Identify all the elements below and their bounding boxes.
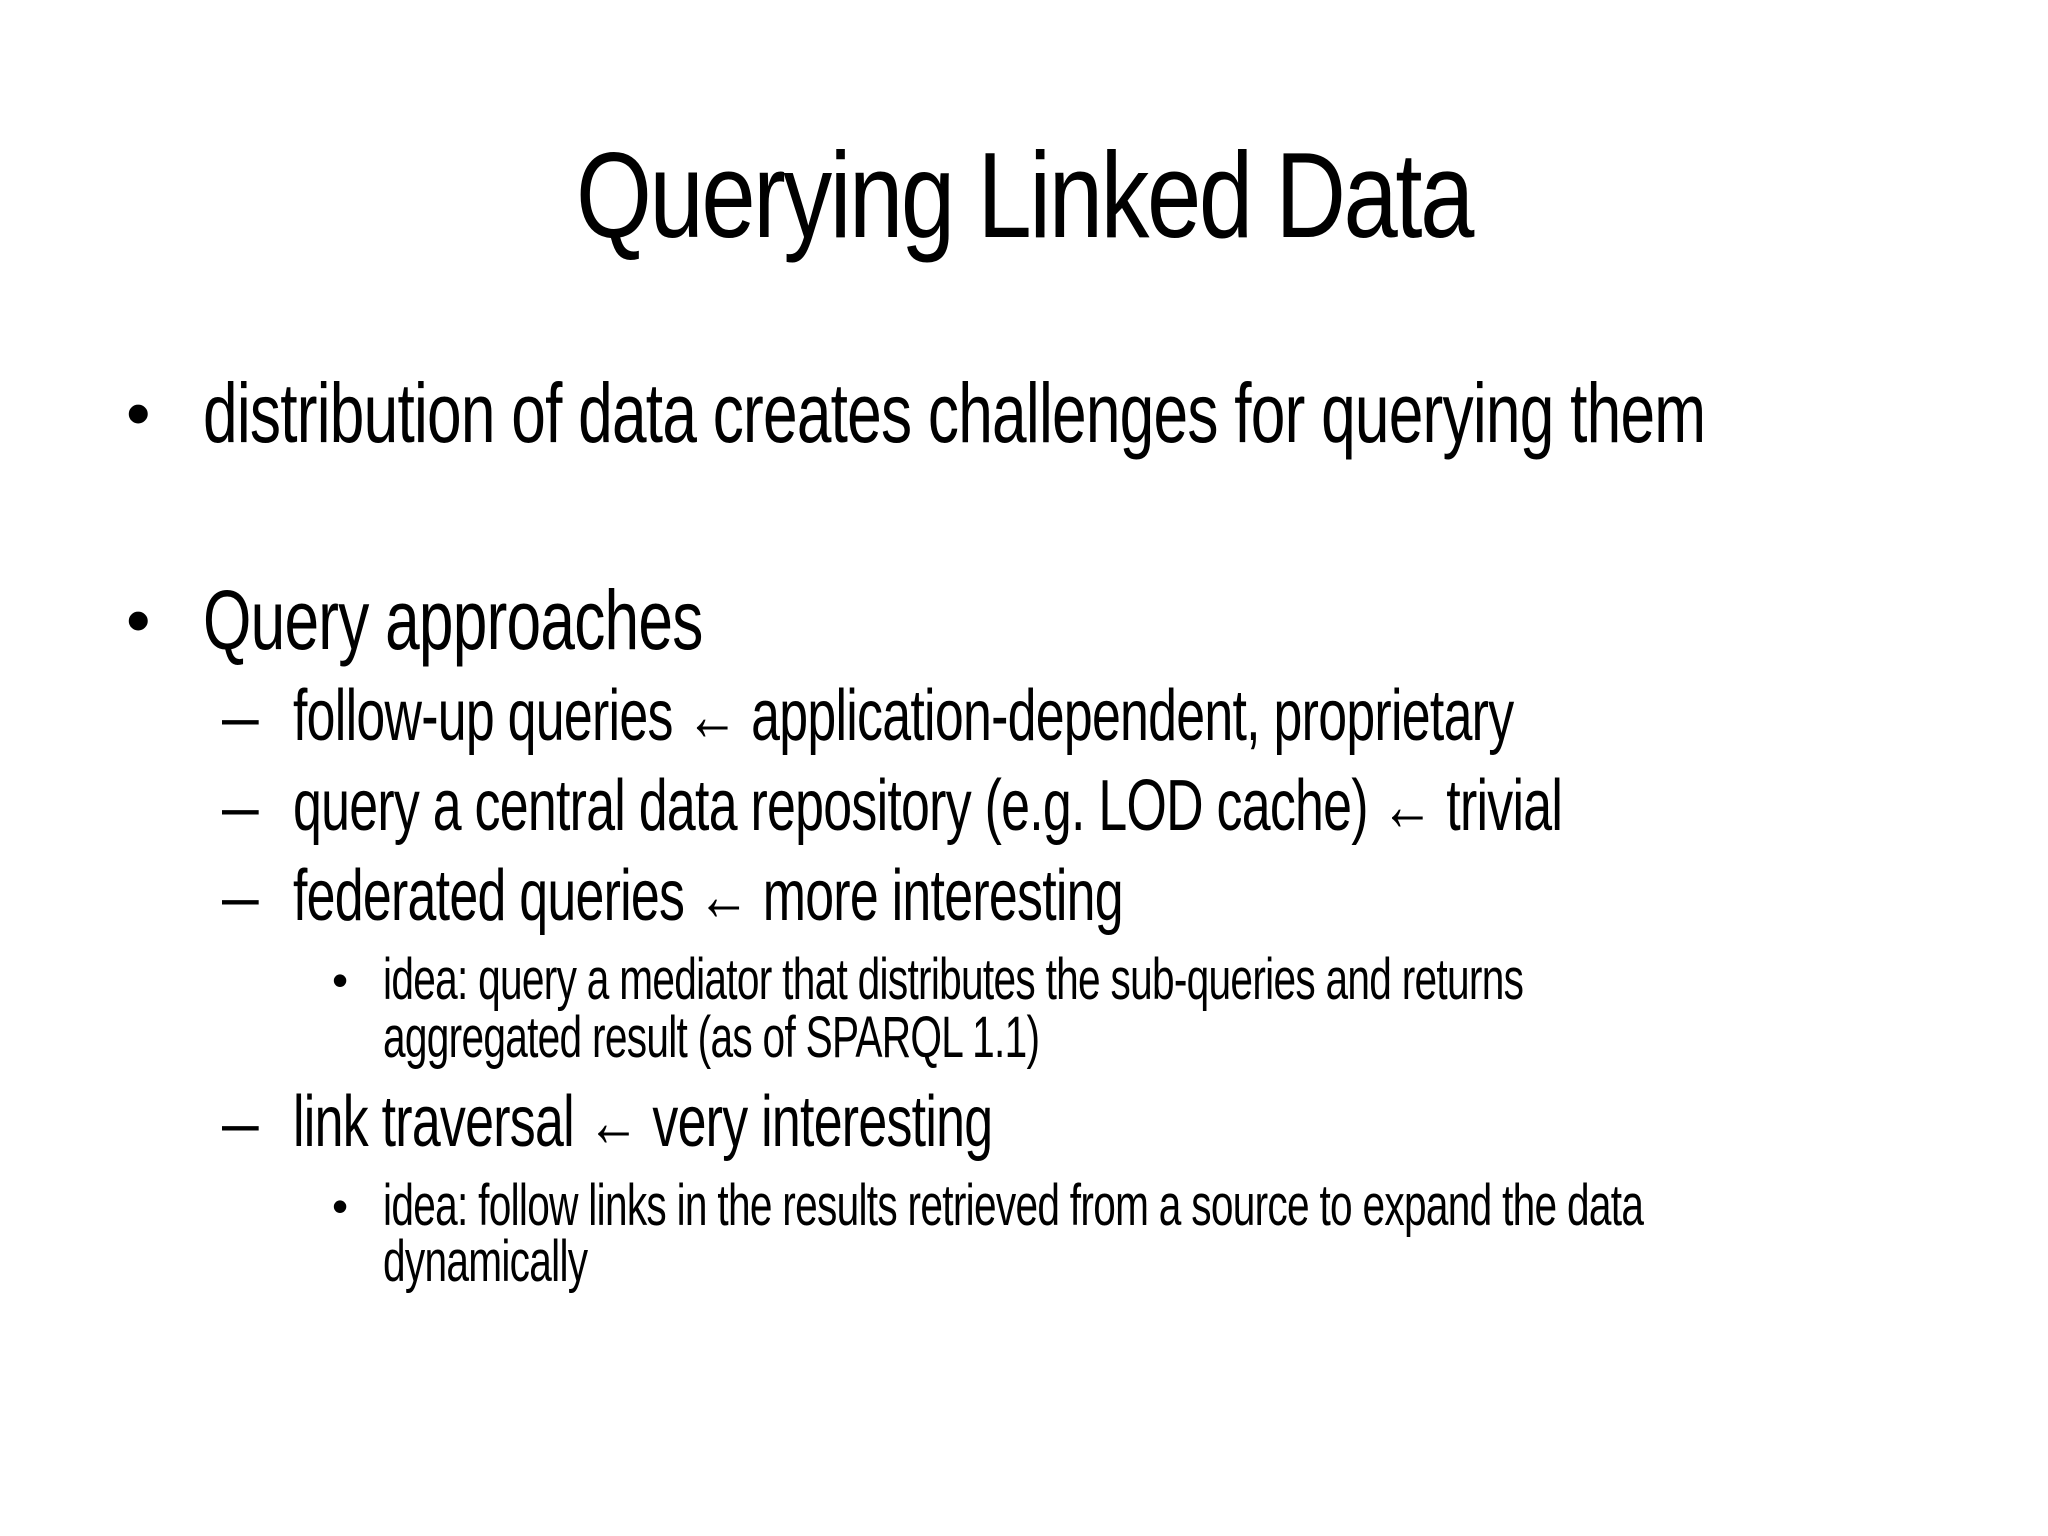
approach-federated: federated queries ← more interesting bbox=[293, 856, 1123, 936]
dash-marker: – bbox=[222, 769, 259, 843]
bullet-marker: • bbox=[126, 374, 151, 452]
approach-link-traversal: link traversal ← very interesting bbox=[293, 1082, 993, 1162]
bullet-query-approaches: Query approaches bbox=[203, 573, 703, 667]
federated-detail-line-1: idea: query a mediator that distributes the sub-queries and returns bbox=[383, 947, 1524, 1012]
bullet-distribution: distribution of data creates challenges for querying them bbox=[203, 366, 1706, 460]
federated-detail-line-2: aggregated result (as of SPARQL 1.1) bbox=[383, 1005, 1040, 1070]
bullet-marker: • bbox=[126, 581, 151, 659]
approach-central-repository: query a central data repository (e.g. LOD cache) ← trivial bbox=[293, 766, 1563, 846]
dash-marker: – bbox=[222, 1085, 259, 1159]
approach-follow-up: follow-up queries ← application-dependent, proprietary bbox=[293, 676, 1514, 756]
link-traversal-detail-line-1: idea: follow links in the results retrieved from a source to expand the data bbox=[383, 1173, 1644, 1238]
link-traversal-detail-line-2: dynamically bbox=[383, 1229, 588, 1294]
sub-bullet-marker: • bbox=[332, 1180, 349, 1232]
dash-marker: – bbox=[222, 679, 259, 753]
sub-bullet-marker: • bbox=[332, 954, 349, 1006]
slide-title: Querying Linked Data bbox=[575, 127, 1473, 263]
dash-marker: – bbox=[222, 859, 259, 933]
